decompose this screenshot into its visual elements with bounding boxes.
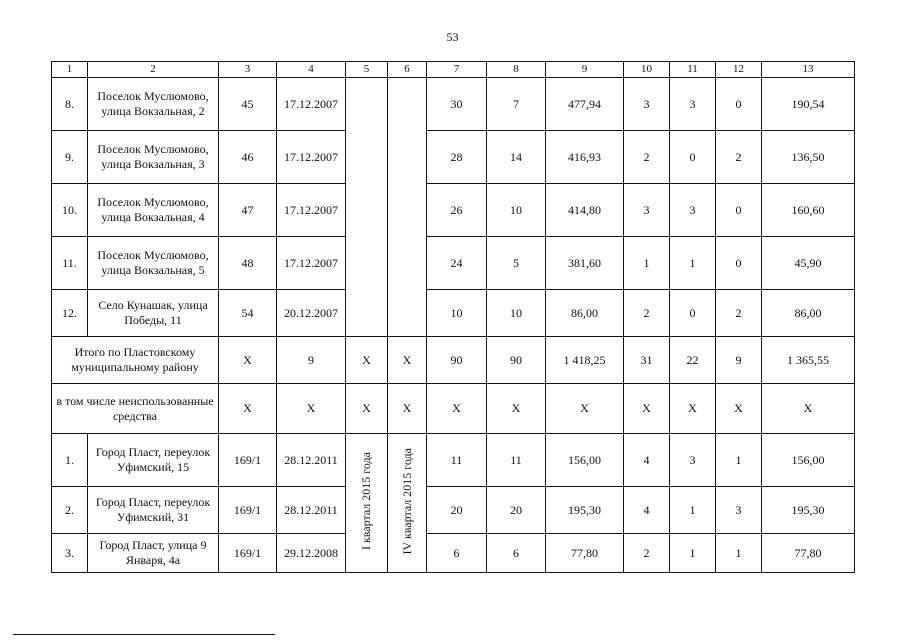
cell: 2 xyxy=(624,534,670,573)
cell: 0 xyxy=(670,290,716,337)
cell: 169/1 xyxy=(219,434,277,487)
column-number: 10 xyxy=(624,62,670,78)
row-number: 3. xyxy=(52,534,88,573)
column-number: 7 xyxy=(427,62,487,78)
cell: Х xyxy=(427,384,487,434)
cell: Х xyxy=(624,384,670,434)
address-cell xyxy=(88,131,219,184)
cell: 77,80 xyxy=(762,534,855,573)
address-line: улица Вокзальная, 5 xyxy=(101,263,205,277)
date-cell: 17.12.2007 xyxy=(277,131,346,184)
cell: 26 xyxy=(427,184,487,237)
address-line: улица Вокзальная, 3 xyxy=(101,157,205,171)
address-line: Уфимский, 15 xyxy=(116,460,190,474)
address-line: Село Кунашак, улица xyxy=(98,298,208,312)
cell: 3 xyxy=(670,434,716,487)
address-line: Поселок Муслюмово, xyxy=(97,89,209,103)
address-line: Поселок Муслюмово, xyxy=(97,195,209,209)
cell: 86,00 xyxy=(762,290,855,337)
column-number: 4 xyxy=(277,62,346,78)
cell: 1 xyxy=(670,534,716,573)
date-cell: 17.12.2007 xyxy=(277,184,346,237)
address-cell xyxy=(88,487,219,534)
row-number: 8. xyxy=(52,78,88,131)
cell: 48 xyxy=(219,237,277,290)
address-line: Уфимский, 31 xyxy=(116,510,190,524)
row-number: 1. xyxy=(52,434,88,487)
date-cell: 17.12.2007 xyxy=(277,78,346,131)
address-cell xyxy=(88,434,219,487)
column-number: 5 xyxy=(346,62,388,78)
date-cell: 17.12.2007 xyxy=(277,237,346,290)
cell: 6 xyxy=(427,534,487,573)
column-number: 11 xyxy=(670,62,716,78)
cell: Х xyxy=(762,384,855,434)
cell: 136,50 xyxy=(762,131,855,184)
cell: 1 xyxy=(670,487,716,534)
cell: Х xyxy=(277,384,346,434)
total-label xyxy=(52,337,219,384)
cell: 477,94 xyxy=(546,78,624,131)
total-label-line: муниципальному району xyxy=(71,360,199,374)
column-number: 13 xyxy=(762,62,855,78)
merged-cell-col5 xyxy=(346,78,388,337)
cell: 45,90 xyxy=(762,237,855,290)
cell: 0 xyxy=(670,131,716,184)
table-row xyxy=(52,487,855,534)
cell: 54 xyxy=(219,290,277,337)
cell: 24 xyxy=(427,237,487,290)
quarter-cell-col5 xyxy=(346,434,388,573)
address-cell xyxy=(88,184,219,237)
cell: 3 xyxy=(670,78,716,131)
unused-funds-row xyxy=(52,384,855,434)
housing-table xyxy=(51,61,855,573)
cell: 190,54 xyxy=(762,78,855,131)
cell: 160,60 xyxy=(762,184,855,237)
column-number: 6 xyxy=(388,62,427,78)
cell: 47 xyxy=(219,184,277,237)
cell: 2 xyxy=(716,131,762,184)
column-number: 8 xyxy=(487,62,546,78)
row-number: 12. xyxy=(52,290,88,337)
cell: 9 xyxy=(716,337,762,384)
column-number: 2 xyxy=(88,62,219,78)
cell: Х xyxy=(546,384,624,434)
table-row xyxy=(52,237,855,290)
total-row xyxy=(52,337,855,384)
cell: 3 xyxy=(624,184,670,237)
cell: 195,30 xyxy=(546,487,624,534)
cell: 3 xyxy=(670,184,716,237)
address-line: Победы, 11 xyxy=(124,313,182,327)
cell: 2 xyxy=(624,131,670,184)
cell: 10 xyxy=(487,184,546,237)
cell: 22 xyxy=(670,337,716,384)
cell: Х xyxy=(716,384,762,434)
cell: Х xyxy=(219,384,277,434)
cell: Х xyxy=(346,337,388,384)
cell: 1 365,55 xyxy=(762,337,855,384)
cell: Х xyxy=(388,337,427,384)
cell: Х xyxy=(219,337,277,384)
cell: 90 xyxy=(487,337,546,384)
cell: 156,00 xyxy=(546,434,624,487)
cell: 9 xyxy=(277,337,346,384)
cell: 10 xyxy=(427,290,487,337)
address-line: Город Пласт, переулок xyxy=(95,495,211,509)
date-cell: 28.12.2011 xyxy=(277,434,346,487)
cell: 0 xyxy=(716,237,762,290)
cell: 169/1 xyxy=(219,487,277,534)
cell: 4 xyxy=(624,434,670,487)
address-line: Город Пласт, переулок xyxy=(95,445,211,459)
row-number: 2. xyxy=(52,487,88,534)
cell: 31 xyxy=(624,337,670,384)
cell: 1 xyxy=(716,534,762,573)
cell: 46 xyxy=(219,131,277,184)
cell: 156,00 xyxy=(762,434,855,487)
column-number: 12 xyxy=(716,62,762,78)
date-cell: 29.12.2008 xyxy=(277,534,346,573)
cell: Х xyxy=(670,384,716,434)
table-row xyxy=(52,290,855,337)
address-cell xyxy=(88,237,219,290)
cell: 10 xyxy=(487,290,546,337)
table-row xyxy=(52,184,855,237)
row-number: 11. xyxy=(52,237,88,290)
quarter-cell-col6 xyxy=(388,434,427,573)
date-cell: 20.12.2007 xyxy=(277,290,346,337)
cell: Х xyxy=(487,384,546,434)
quarter-label-col5: I квартал 2015 года xyxy=(359,451,373,551)
address-line: Января, 4а xyxy=(125,553,181,567)
cell: 77,80 xyxy=(546,534,624,573)
address-line: Город Пласт, улица 9 xyxy=(99,538,207,552)
row-number: 9. xyxy=(52,131,88,184)
cell: 45 xyxy=(219,78,277,131)
address-cell xyxy=(88,534,219,573)
unused-label-line: средства xyxy=(112,408,157,423)
cell: 20 xyxy=(427,487,487,534)
cell: 20 xyxy=(487,487,546,534)
page-number: 53 xyxy=(446,30,459,44)
column-number: 3 xyxy=(219,62,277,78)
cell: 86,00 xyxy=(546,290,624,337)
cell: 1 xyxy=(624,237,670,290)
cell: 2 xyxy=(716,290,762,337)
merged-cell-col6 xyxy=(388,78,427,337)
cell: 1 xyxy=(670,237,716,290)
address-line: улица Вокзальная, 2 xyxy=(101,104,205,118)
date-cell: 28.12.2011 xyxy=(277,487,346,534)
quarter-label-col6: IV квартал 2015 года xyxy=(399,447,414,555)
cell: 90 xyxy=(427,337,487,384)
address-line: Поселок Муслюмово, xyxy=(97,142,209,156)
address-line: Поселок Муслюмово, xyxy=(97,248,209,262)
cell: 11 xyxy=(487,434,546,487)
cell: 0 xyxy=(716,184,762,237)
cell: Х xyxy=(346,384,388,434)
cell: 381,60 xyxy=(546,237,624,290)
cell: 2 xyxy=(624,290,670,337)
cell: 1 xyxy=(716,434,762,487)
cell: 0 xyxy=(716,78,762,131)
address-line: улица Вокзальная, 4 xyxy=(101,210,205,224)
address-cell xyxy=(88,78,219,131)
table-row xyxy=(52,131,855,184)
cell: 6 xyxy=(487,534,546,573)
column-numbers-row xyxy=(52,62,855,78)
table-row xyxy=(52,78,855,131)
row-number: 10. xyxy=(52,184,88,237)
footnote-divider xyxy=(13,634,275,635)
cell: 7 xyxy=(487,78,546,131)
cell: 28 xyxy=(427,131,487,184)
unused-label-line: в том числе неиспользованные xyxy=(56,393,214,408)
cell: 14 xyxy=(487,131,546,184)
cell: 414,80 xyxy=(546,184,624,237)
cell: 169/1 xyxy=(219,534,277,573)
unused-label xyxy=(52,384,219,434)
cell: 11 xyxy=(427,434,487,487)
table-row xyxy=(52,534,855,573)
cell: 30 xyxy=(427,78,487,131)
total-label-line: Итого по Пластовскому xyxy=(74,345,196,359)
cell: 3 xyxy=(624,78,670,131)
address-cell xyxy=(88,290,219,337)
cell: 195,30 xyxy=(762,487,855,534)
cell: Х xyxy=(388,384,427,434)
column-number: 9 xyxy=(546,62,624,78)
table-row xyxy=(52,434,855,487)
cell: 3 xyxy=(716,487,762,534)
column-number: 1 xyxy=(52,62,88,78)
cell: 5 xyxy=(487,237,546,290)
cell: 1 418,25 xyxy=(546,337,624,384)
cell: 416,93 xyxy=(546,131,624,184)
cell: 4 xyxy=(624,487,670,534)
